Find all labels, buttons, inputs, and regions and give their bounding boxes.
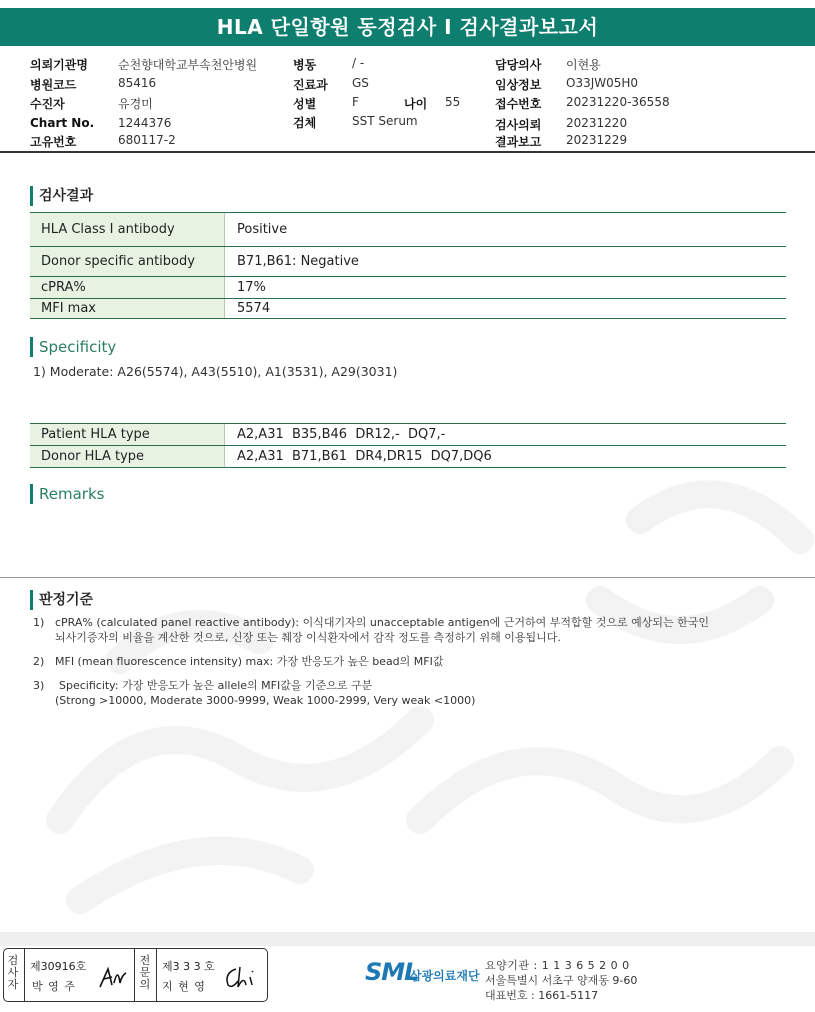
org-name: 삼광의료재단 <box>410 969 480 983</box>
meta-label-report-date: 결과보고 <box>495 135 542 149</box>
meta-label-doctor: 담당의사 <box>495 58 542 72</box>
results-heading: 검사결과 <box>30 186 93 206</box>
examiner-name: 박 영 주 <box>32 980 76 993</box>
meta-value-report-date: 20231229 <box>566 133 628 147</box>
meta-value-department: GS <box>352 76 369 90</box>
criteria-item-1-line-1: cPRA% (calculated panel reactive antibody): 이식대기자의 unacceptable antigen에 근거하여 부적합할 것으로 예상되는 한국인 <box>55 616 709 629</box>
meta-value-doctor: 이현용 <box>566 58 601 72</box>
table-row <box>30 424 786 446</box>
header-divider <box>0 151 815 153</box>
meta-label-patient: 수진자 <box>30 97 65 111</box>
row-label: Patient HLA type <box>30 424 224 445</box>
row-value: 5574 <box>224 299 786 318</box>
meta-label-clinical-info: 임상정보 <box>495 78 542 92</box>
meta-value-request-date: 20231220 <box>566 116 628 130</box>
row-value: B71,B61: Negative <box>224 247 786 276</box>
table-row <box>30 213 786 247</box>
examiner-signature-icon <box>96 963 132 993</box>
row-value: 17% <box>224 277 786 298</box>
footer-band <box>0 932 815 946</box>
meta-label-sex: 성별 <box>293 97 317 111</box>
address-line-1: 요양기관 : 1 1 3 6 5 2 0 0 <box>485 959 630 972</box>
results-table <box>30 212 786 319</box>
meta-value-age: 55 <box>445 95 461 109</box>
table-row <box>30 446 786 468</box>
address-line-2: 서울특별시 서초구 양재동 9-60 <box>485 974 638 987</box>
specificity-heading: Specificity <box>30 337 116 357</box>
meta-value-chart-no: 1244376 <box>118 116 172 130</box>
signature-box <box>3 948 268 1002</box>
signature-divider <box>156 949 157 1001</box>
table-row <box>30 299 786 319</box>
meta-value-hospital-code: 85416 <box>118 76 157 90</box>
row-label: MFI max <box>30 299 224 318</box>
criteria-item-2-line-1: MFI (mean fluorescence intensity) max: 가장 반응도가 높은 bead의 MFI값 <box>55 655 444 668</box>
row-label: Donor HLA type <box>30 446 224 467</box>
criteria-heading: 판정기준 <box>30 590 93 610</box>
examiner-vertical-label: 검사자 <box>7 954 19 991</box>
criteria-item-3-num: 3) <box>33 679 45 692</box>
sml-logo-text: SML <box>365 958 419 986</box>
meta-label-department: 진료과 <box>293 78 328 92</box>
specialist-name: 지 현 영 <box>162 980 206 993</box>
meta-label-chart-no: Chart No. <box>30 116 95 130</box>
remarks-heading: Remarks <box>30 484 104 504</box>
meta-label-age: 나이 <box>404 97 428 111</box>
table-row <box>30 247 786 277</box>
table-row <box>30 277 786 299</box>
meta-label-ward: 병동 <box>293 58 317 72</box>
criteria-item-1-line-2: 뇌사기증자의 비율을 계산한 것으로, 신장 또는 췌장 이식환자에서 감작 정도를 측정하기 위해 이용됩니다. <box>55 631 561 644</box>
meta-value-clinical-info: O33JW05H0 <box>566 76 639 90</box>
specialist-license-no: 제3 3 3 호 <box>162 960 215 973</box>
meta-label-unique-no: 고유번호 <box>30 135 77 149</box>
meta-label-specimen: 검체 <box>293 116 317 130</box>
criteria-divider <box>0 577 815 578</box>
meta-label-request-date: 검사의뢰 <box>495 118 542 132</box>
specificity-line: 1) Moderate: A26(5574), A43(5510), A1(3531), A29(3031) <box>33 364 398 379</box>
criteria-item-3-line-1: Specificity: 가장 반응도가 높은 allele의 MFI값을 기준으로 구분 <box>59 679 373 692</box>
row-label: Donor specific antibody <box>30 247 224 276</box>
meta-value-accession-no: 20231220-36558 <box>566 95 670 109</box>
meta-value-unique-no: 680117-2 <box>118 133 176 147</box>
meta-label-accession-no: 접수번호 <box>495 97 542 111</box>
report-title: HLA 단일항원 동정검사 I 검사결과보고서 <box>0 8 815 46</box>
meta-value-institution: 순천향대학교부속천안병원 <box>118 58 258 72</box>
meta-value-patient: 유경미 <box>118 97 153 111</box>
hla-type-table <box>30 423 786 468</box>
row-label: HLA Class I antibody <box>30 213 224 246</box>
signature-divider <box>24 949 25 1001</box>
specialist-vertical-label: 전문의 <box>139 954 151 991</box>
meta-label-institution: 의뢰기관명 <box>30 58 88 72</box>
meta-value-specimen: SST Serum <box>352 114 418 128</box>
row-value: Positive <box>224 213 786 246</box>
specialist-signature-icon <box>222 963 260 991</box>
criteria-item-1-num: 1) <box>33 616 45 629</box>
row-value: A2,A31 B71,B61 DR4,DR15 DQ7,DQ6 <box>224 446 786 467</box>
meta-label-hospital-code: 병원코드 <box>30 78 77 92</box>
meta-value-ward: / - <box>352 56 365 70</box>
row-value: A2,A31 B35,B46 DR12,- DQ7,- <box>224 424 786 445</box>
meta-value-sex: F <box>352 95 359 109</box>
criteria-item-3-line-2: (Strong >10000, Moderate 3000-9999, Weak 1000-2999, Very weak <1000) <box>55 694 476 707</box>
criteria-item-2-num: 2) <box>33 655 45 668</box>
row-label: cPRA% <box>30 277 224 298</box>
address-line-3: 대표번호 : 1661-5117 <box>485 989 599 1002</box>
signature-divider <box>134 949 135 1001</box>
examiner-license-no: 제30916호 <box>30 960 87 973</box>
